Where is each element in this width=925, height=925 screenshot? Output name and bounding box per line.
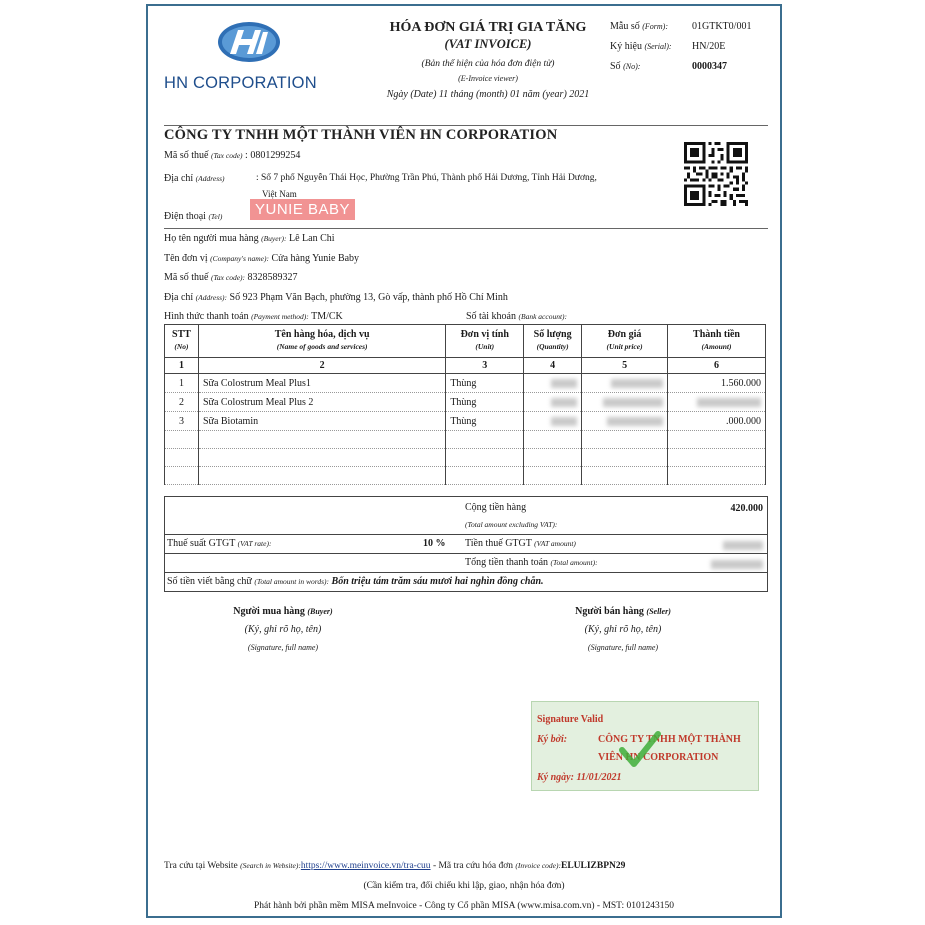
buyer-sign-instruction: (Ký, ghi rõ họ, tên): [244, 624, 322, 635]
amount-in-words-row: [165, 572, 767, 591]
table-row: [165, 412, 766, 431]
subtotal-row: [165, 496, 767, 534]
empty-row: [165, 449, 766, 467]
bank-account-line: [466, 311, 567, 322]
row-unit: Thùng: [446, 412, 524, 431]
redaction-blur: [697, 398, 761, 407]
redaction-blur: [551, 398, 577, 407]
words-label-en: (Total amount in words):: [254, 577, 330, 586]
words-value: Bốn triệu tám trăm sáu mươi hai nghìn đồng chẵn.: [331, 576, 544, 587]
grand-total-label: Tổng tiền thanh toán: [465, 557, 549, 568]
seller-company-name: CÔNG TY TNHH MỘT THÀNH VIÊN HN CORPORATION: [164, 127, 558, 143]
totals-block: [164, 496, 768, 592]
col-header-amount-en: (Amount): [701, 342, 732, 351]
col-header-name-en: (Name of goods and services): [276, 342, 368, 351]
col-number: 3: [446, 358, 524, 374]
seller-phone-label: Điện thoại: [164, 211, 206, 222]
items-table: [164, 324, 766, 485]
redaction-blur: [603, 398, 663, 407]
no-label-en: (No):: [623, 62, 641, 71]
buyer-name-label: Họ tên người mua hàng: [164, 233, 259, 244]
row-unit-price-redacted: [582, 412, 668, 431]
vat-rate-label: Thuế suất GTGT: [167, 538, 236, 549]
seller-signature-title-en: (Seller): [646, 607, 671, 616]
row-name: Sữa Biotamin: [198, 412, 445, 431]
bank-account-label: Số tài khoản: [466, 311, 516, 322]
buyer-tax-line: [164, 272, 298, 283]
issuer-line: Phát hành bởi phần mềm MISA meInvoice - Công ty Cổ phần MISA (www.misa.com.vn) - MST: 0101243150: [253, 901, 675, 911]
stamp-date: Ký ngày: 11/01/2021: [537, 772, 622, 783]
buyer-company-line: [164, 253, 359, 264]
viewer-note-en: (E-Invoice viewer): [458, 74, 518, 83]
invoice-number: 0000347: [692, 61, 727, 72]
row-amount-redacted: [668, 393, 766, 412]
seller-tax-label: Mã số thuế: [164, 150, 209, 161]
seller-phone-label-en: (Tel): [208, 212, 223, 221]
col-header-name: [198, 325, 445, 358]
redaction-blur: [551, 379, 577, 388]
grand-total-row: [165, 553, 767, 572]
buyer-company-label-en: (Company's name):: [210, 254, 270, 263]
invoice-title-en: (VAT INVOICE): [444, 37, 532, 51]
buyer-signature: [208, 606, 358, 652]
buyer-tax-label-en: (Tax code):: [210, 273, 246, 282]
vat-rate-value: 10 %: [423, 538, 446, 549]
bank-account-label-en: (Bank account):: [518, 312, 568, 321]
seller-address-label-en: (Address): [195, 174, 225, 183]
payment-method-value: TM/CK: [311, 311, 343, 322]
col-header-unit-price-en: (Unit price): [606, 342, 643, 351]
col-header-amount-label: Thành tiền: [693, 329, 740, 340]
row-no: 2: [165, 393, 199, 412]
stamp-signer-line-2: VIÊN HN CORPORATION: [598, 752, 719, 763]
invoice-title-block: [348, 20, 628, 100]
row-unit-price-redacted: [582, 393, 668, 412]
no-label: Số: [610, 61, 621, 72]
table-row: [165, 374, 766, 393]
seller-address-line: [164, 173, 225, 184]
row-unit-price-redacted: [582, 374, 668, 393]
seller-tax-line: [164, 150, 300, 161]
subtotal-label: Cộng tiền hàng: [465, 502, 527, 513]
invoice-code-value: ELULIZBPN29: [560, 861, 626, 871]
col-header-amount: [668, 325, 766, 358]
row-name: Sữa Colostrum Meal Plus 2: [198, 393, 445, 412]
col-number: 2: [198, 358, 445, 374]
row-amount: 1.560.000: [668, 374, 766, 393]
serial-value: HN/20E: [692, 41, 726, 52]
col-number: 5: [582, 358, 668, 374]
table-row: [165, 393, 766, 412]
buyer-address-label: Địa chỉ: [164, 292, 194, 303]
col-header-unit: [446, 325, 524, 358]
signature-valid-stamp: [531, 701, 759, 791]
redaction-blur: [711, 560, 763, 569]
viewer-note: (Bản thể hiện của hóa đơn điện tử): [421, 59, 555, 69]
row-unit: Thùng: [446, 393, 524, 412]
buyer-tax-label: Mã số thuế: [164, 272, 209, 283]
col-header-unit-en: (Unit): [475, 342, 495, 351]
col-header-quantity-label: Số lượng: [533, 329, 572, 340]
empty-row: [165, 467, 766, 485]
invoice-code-label-en: (Invoice code):: [515, 861, 561, 870]
invoice-date: Ngày (Date) 11 tháng (month) 01 năm (year) 2021: [386, 89, 590, 100]
lookup-label: Tra cứu tại Website: [164, 861, 238, 871]
vat-rate-line: [167, 538, 271, 549]
seller-signature: [548, 606, 698, 652]
seller-tax-value: : 0801299254: [245, 150, 301, 161]
watermark-label: YUNIE BABY: [250, 199, 355, 220]
lookup-label-en: (Search in Website):: [240, 861, 301, 870]
divider: [164, 228, 768, 229]
buyer-address-value: Số 923 Phạm Văn Bạch, phường 13, Gò vấp, thành phố Hồ Chí Minh: [229, 292, 508, 303]
invoice-title: HÓA ĐƠN GIÁ TRỊ GIA TĂNG: [389, 20, 587, 35]
row-no: 3: [165, 412, 199, 431]
vat-amount-line: [465, 538, 576, 549]
col-header-quantity-en: (Quantity): [536, 342, 569, 351]
serial-label: Ký hiệu: [610, 41, 642, 52]
stamp-signer-line-1: CÔNG TY TNHH MỘT THÀNH: [598, 734, 741, 745]
table-header-row: [165, 325, 766, 358]
form-value: 01GTKT0/001: [692, 21, 752, 32]
logo-text: HN CORPORATION: [164, 74, 317, 92]
checkmark-icon: [618, 730, 662, 770]
col-header-unit-price-label: Đơn giá: [607, 329, 642, 340]
grand-total-redacted: [711, 559, 763, 570]
subtotal-label-en: (Total amount excluding VAT):: [465, 520, 558, 529]
buyer-name-label-en: (Buyer):: [261, 234, 287, 243]
redaction-blur: [723, 541, 763, 550]
redaction-blur: [607, 417, 663, 426]
hn-logo-icon: [216, 20, 282, 64]
buyer-company-value: Cửa hàng Yunie Baby: [271, 253, 360, 264]
qr-code-icon: [684, 142, 748, 206]
col-header-name-label: Tên hàng hóa, dịch vụ: [274, 329, 370, 340]
subtotal-value: 420.000: [730, 503, 763, 514]
grand-total-line: [465, 557, 598, 568]
grand-total-label-en: (Total amount):: [550, 558, 598, 567]
row-no: 1: [165, 374, 199, 393]
buyer-company-label: Tên đơn vị: [164, 253, 208, 264]
col-number: 6: [668, 358, 766, 374]
row-name: Sữa Colostrum Meal Plus1: [198, 374, 445, 393]
stamp-title: Signature Valid: [537, 714, 604, 725]
words-label: Số tiền viết bằng chữ: [167, 576, 252, 587]
buyer-name-line: [164, 233, 335, 244]
row-unit: Thùng: [446, 374, 524, 393]
empty-row: [165, 431, 766, 449]
lookup-link[interactable]: https://www.meinvoice.vn/tra-cuu: [300, 861, 431, 871]
buyer-sign-instruction-en: (Signature, full name): [247, 643, 319, 652]
amount-in-words-line: [167, 576, 544, 587]
row-amount: .000.000: [668, 412, 766, 431]
col-number: 1: [165, 358, 199, 374]
seller-tax-label-en: (Tax code): [210, 151, 243, 160]
buyer-address-line: [164, 292, 508, 303]
form-label: Mẫu số: [610, 21, 640, 32]
serial-label-en: (Serial):: [644, 42, 672, 51]
divider: [164, 125, 768, 126]
vat-amount-label-en: (VAT amount): [534, 539, 576, 548]
invoice-frame: [146, 4, 782, 918]
vat-amount-redacted: [723, 540, 763, 551]
verification-note: (Cần kiểm tra, đối chiếu khi lập, giao, nhận hóa đơn): [363, 881, 565, 891]
col-header-unit-label: Đơn vị tính: [460, 329, 509, 340]
payment-method-line: [164, 311, 343, 322]
row-quantity-redacted: [524, 374, 582, 393]
row-quantity-redacted: [524, 393, 582, 412]
col-header-no: [165, 325, 199, 358]
buyer-name-value: Lê Lan Chi: [289, 233, 335, 244]
col-header-quantity: [524, 325, 582, 358]
seller-phone-line: [164, 211, 222, 222]
payment-method-label: Hình thức thanh toán: [164, 311, 249, 322]
seller-sign-instruction: (Ký, ghi rõ họ, tên): [584, 624, 662, 635]
vat-amount-label: Tiền thuế GTGT: [465, 538, 532, 549]
redaction-blur: [611, 379, 663, 388]
vat-row: [165, 534, 767, 553]
buyer-signature-title-en: (Buyer): [307, 607, 333, 616]
invoice-meta: [610, 21, 751, 81]
col-number: 4: [524, 358, 582, 374]
buyer-tax-value: 8328589327: [247, 272, 298, 283]
row-quantity-redacted: [524, 412, 582, 431]
form-label-en: (Form):: [642, 22, 669, 31]
payment-method-label-en: (Payment method):: [251, 312, 309, 321]
stamp-signed-by-label: Ký bởi:: [537, 734, 568, 745]
col-header-no-en: (No): [174, 342, 189, 351]
buyer-address-label-en: (Address):: [195, 293, 228, 302]
seller-sign-instruction-en: (Signature, full name): [587, 643, 659, 652]
buyer-signature-title: Người mua hàng: [233, 606, 305, 617]
seller-address-label: Địa chỉ: [164, 173, 194, 184]
lookup-line: [164, 861, 625, 871]
seller-address-value: : Số 7 phố Nguyễn Thái Học, Phường Trần Phú, Thành phố Hải Dương, Tỉnh Hải Dương,: [256, 173, 597, 183]
column-number-row: [165, 358, 766, 374]
col-header-no-label: STT: [172, 329, 191, 340]
col-header-unit-price: [582, 325, 668, 358]
seller-address-value-2: Việt Nam: [262, 189, 297, 199]
redaction-blur: [551, 417, 577, 426]
seller-signature-title: Người bán hàng: [575, 606, 644, 617]
vat-rate-label-en: (VAT rate):: [237, 539, 272, 548]
invoice-code-label: - Mã tra cứu hóa đơn: [430, 861, 514, 871]
